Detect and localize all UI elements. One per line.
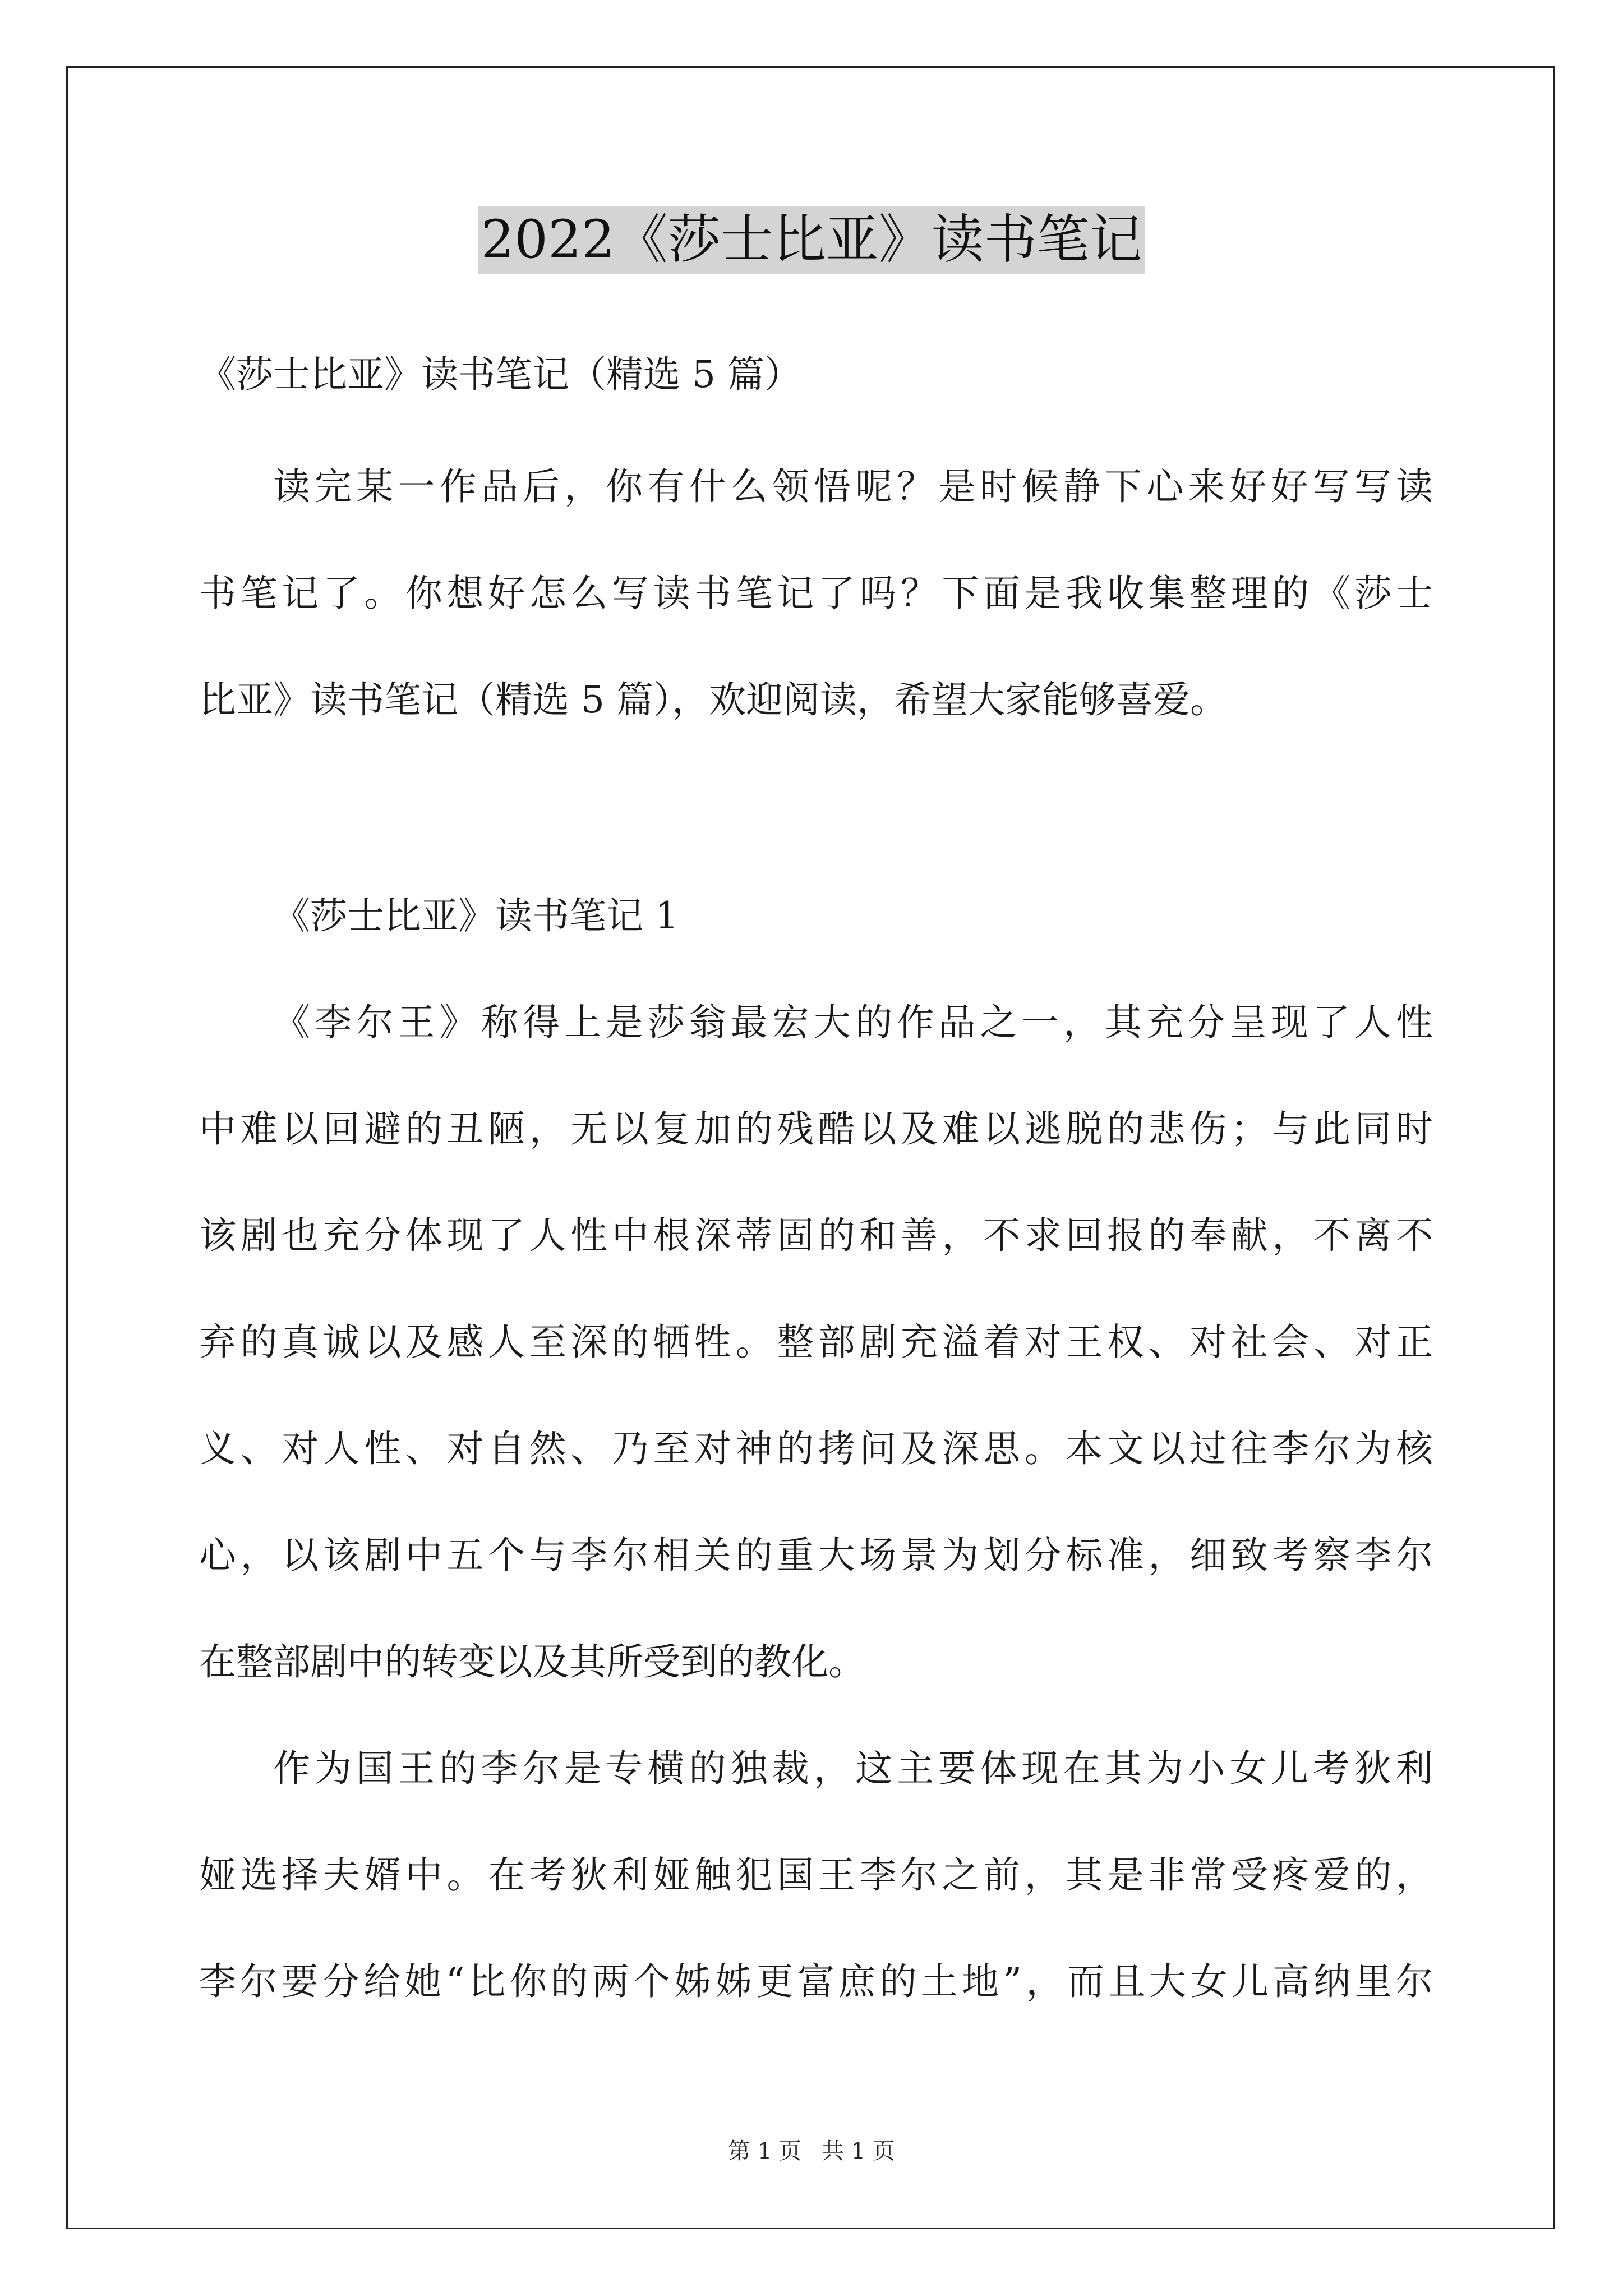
para2-line-2: 娅选择夫婿中。在考狄利娅触犯国王李尔之前，其是非常受疼爱的，	[199, 1853, 1433, 1897]
para1-line-1: 《李尔王》称得上是莎翁最宏大的作品之一，其充分呈现了人性	[273, 1001, 1433, 1044]
para2-line-1: 作为国王的李尔是专横的独裁，这主要体现在其为小女儿考狄利	[273, 1747, 1433, 1790]
para1-line-6: 心，以该剧中五个与李尔相关的重大场景为划分标准，细致考察李尔	[199, 1534, 1433, 1577]
page-number: 第 1 页	[728, 2138, 801, 2164]
para1-line-4: 弃的真诚以及感人至深的牺牲。整部剧充溢着对王权、对社会、对正	[199, 1320, 1433, 1364]
section-heading: 《莎士比亚》读书笔记 1	[273, 894, 679, 937]
para1-line-7: 在整部剧中的转变以及其所受到的教化。	[199, 1640, 865, 1683]
document-title: 2022《莎士比亚》读书笔记	[478, 206, 1144, 274]
para2-line-3: 李尔要分给她“比你的两个姊姊更富庶的土地”，而且大女儿高纳里尔	[199, 1960, 1433, 2003]
page-footer	[0, 2137, 1623, 2165]
intro-line-3: 比亚》读书笔记（精选 5 篇），欢迎阅读，希望大家能够喜爱。	[199, 678, 1227, 721]
para1-line-5: 义、对人性、对自然、乃至对神的拷问及深思。本文以过往李尔为核	[199, 1427, 1433, 1470]
para1-line-3: 该剧也充分体现了人性中根深蒂固的和善，不求回报的奉献，不离不	[199, 1214, 1433, 1257]
document-subtitle: 《莎士比亚》读书笔记（精选 5 篇）	[199, 353, 801, 396]
intro-line-2: 书笔记了。你想好怎么写读书笔记了吗？下面是我收集整理的《莎士	[199, 572, 1433, 615]
intro-line-1: 读完某一作品后，你有什么领悟呢？是时候静下心来好好写写读	[273, 465, 1433, 508]
para1-line-2: 中难以回避的丑陋，无以复加的残酷以及难以逃脱的悲伤；与此同时	[199, 1107, 1433, 1151]
title-container	[0, 206, 1623, 274]
page-total: 共 1 页	[822, 2138, 895, 2164]
